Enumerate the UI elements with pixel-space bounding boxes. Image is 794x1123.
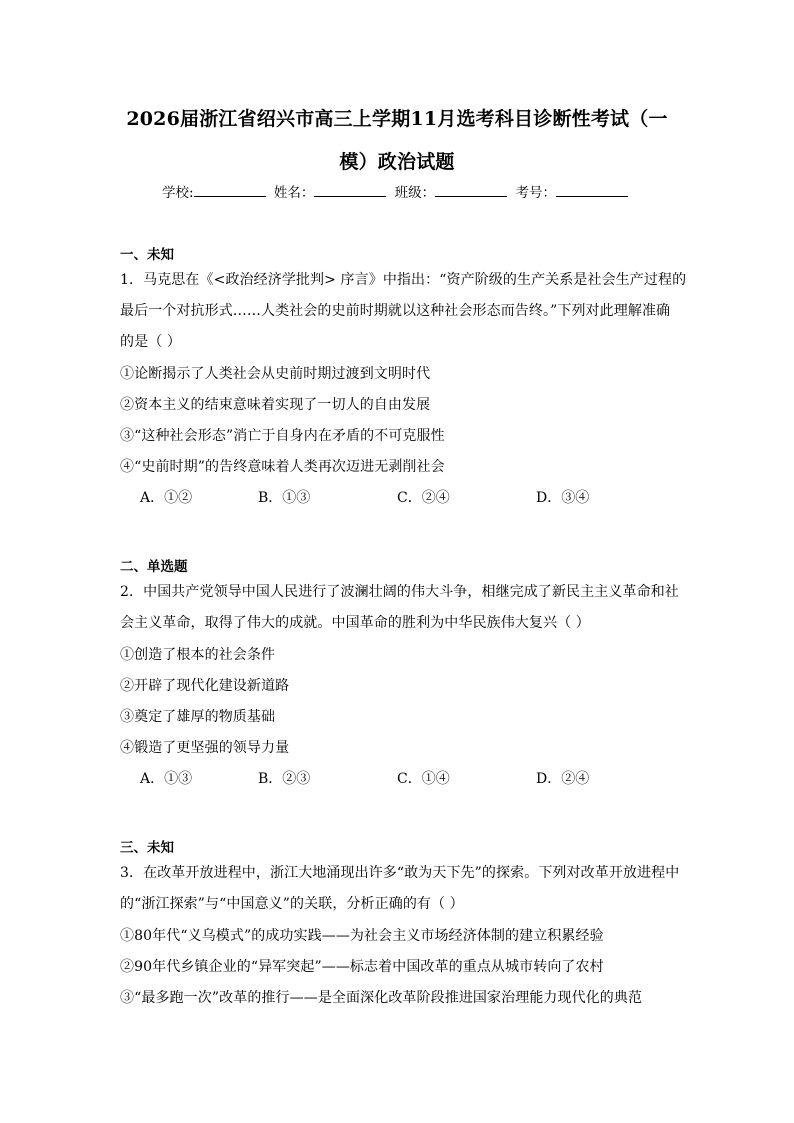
- school-label: 学校:: [162, 185, 194, 201]
- question-2-statement: ③奠定了雄厚的物质基础: [120, 709, 276, 725]
- exam-title-line2: 模）政治试题: [339, 151, 455, 173]
- question-2-statement: ①创造了根本的社会条件: [120, 647, 276, 663]
- question-3-text: 的“浙江探索”与“中国意义”的关联，分析正确的有（ ）: [120, 896, 464, 912]
- question-1-statement: ③“这种社会形态”消亡于自身内在矛盾的不可克服性: [120, 428, 445, 444]
- name-label: 姓名：: [273, 185, 315, 201]
- question-1-statement: ②资本主义的结束意味着实现了一切人的自由发展: [120, 397, 431, 413]
- option-c: C．②④: [397, 490, 450, 506]
- exam-number-label: 考号：: [515, 185, 556, 201]
- class-blank: [435, 184, 507, 197]
- option-c: C．①④: [397, 771, 450, 787]
- class-label: 班级：: [394, 185, 436, 201]
- option-b: B．①③: [258, 490, 311, 506]
- school-blank: [194, 184, 266, 197]
- question-3-statement: ②90年代乡镇企业的“异军突起”——标志着中国改革的重点从城市转向了农村: [120, 959, 604, 975]
- question-1-statement: ④“史前时期”的告终意味着人类再次迈进无剥削社会: [120, 459, 445, 475]
- question-2-text: 会主义革命，取得了伟大的成就。中国革命的胜利为中华民族伟大复兴（ ）: [120, 615, 590, 631]
- question-2-statement: ④锻造了更坚强的领导力量: [120, 740, 290, 756]
- question-3-statement: ③“最多跑一次”改革的推行——是全面深化改革阶段推进国家治理能力现代化的典范: [120, 990, 643, 1006]
- question-3-text: 3．在改革开放进程中，浙江大地涌现出许多“敢为天下先”的探索。下列对改革开放进程中: [120, 865, 680, 881]
- student-info-row: [0, 181, 794, 201]
- exam-title-line1: 2026届浙江省绍兴市高三上学期11月选考科目诊断性考试（一: [126, 108, 668, 130]
- option-b: B．②③: [258, 771, 311, 787]
- question-2-statement: ②开辟了现代化建设新道路: [120, 678, 290, 694]
- option-a: A．①③: [140, 771, 193, 787]
- question-3-statement: ①80年代“义乌模式”的成功实践——为社会主义市场经济体制的建立积累经验: [120, 928, 604, 944]
- question-2-text: 2．中国共产党领导中国人民进行了波澜壮阔的伟大斗争，相继完成了新民主主义革命和社: [120, 584, 679, 600]
- section-heading: 一、未知: [120, 247, 174, 263]
- exam-number-blank: [556, 184, 628, 197]
- question-1-text: 最后一个对抗形式……人类社会的史前时期就以这种社会形态而告终。”下列对此理解准确: [120, 303, 671, 319]
- option-d: D．③④: [536, 490, 590, 506]
- option-d: D．②④: [536, 771, 590, 787]
- question-1-statement: ①论断揭示了人类社会从史前时期过渡到文明时代: [120, 366, 431, 382]
- option-a: A．①②: [140, 490, 193, 506]
- section-heading: 二、单选题: [120, 559, 188, 575]
- name-blank: [314, 184, 386, 197]
- question-1-text: 的是（ ）: [120, 334, 181, 350]
- question-1-text: 1．马克思在《<政治经济学批判> 序言》中指出：“资产阶级的生产关系是社会生产过程的: [120, 272, 687, 288]
- section-heading: 三、未知: [120, 840, 174, 856]
